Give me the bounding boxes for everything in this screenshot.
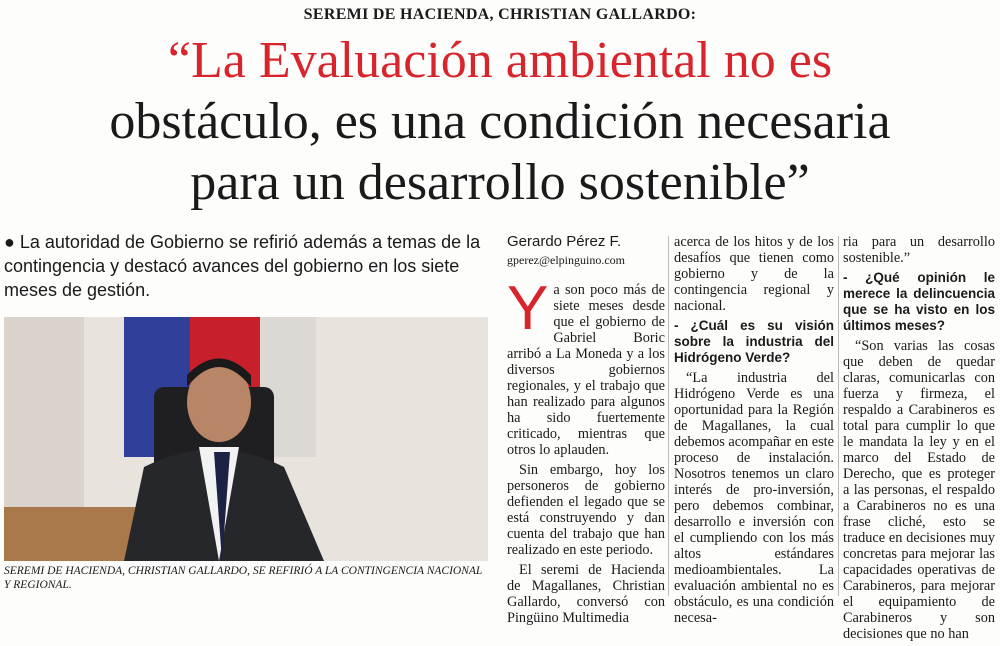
headline-line-3: para un desarrollo sostenible”: [190, 154, 810, 211]
paragraph-1: Ya son poco más de siete meses desde que el gobierno de Gabriel Boric arribó a La Moneda y a los diversos gobiernos regionales, y el trabajo que han realizado para algunos ha sido fuertemente criticado, mientras que otros lo aplauden.: [507, 274, 665, 458]
byline-author: Gerardo Pérez F.: [507, 233, 622, 250]
column-rule: [668, 236, 669, 596]
paragraph-5: “La industria del Hidrógeno Verde es una oportunidad para la Región de Magallanes, la cual debemos acompañar en este proceso de instalación. Nosotros tenemos un claro interés de pro-inversión, pero debemos combinar, desarrollo e inversión con el cumpliendo con los más altos estándares medioambientales. La evaluación ambiental no es obstáculo, es una condición necesa-: [674, 370, 834, 626]
drop-cap: Y: [507, 274, 549, 343]
photo: [4, 317, 488, 561]
photo-caption: SEREMI DE HACIENDA, CHRISTIAN GALLARDO, SE REFIRIÓ A LA CONTINGENCIA NACIONAL Y REGIONAL.: [4, 565, 483, 591]
headline-line-1: “La Evaluación ambiental no es: [167, 32, 833, 89]
column-rule: [838, 236, 839, 596]
kicker: SEREMI DE HACIENDA, CHRISTIAN GALLARDO:: [303, 6, 697, 23]
article-column-3: [843, 234, 995, 646]
paragraph-4: acerca de los hitos y de los desafíos que tienen como gobierno y de la contingencia regional y nacional.: [674, 234, 834, 314]
paragraph-2: Sin embargo, hoy los personeros de gobierno defienden el legado que se está construyendo y dan cuenta del trabajo que han realizado en este periodo.: [507, 462, 665, 558]
byline-email: gperez@elpinguino.com: [507, 253, 626, 267]
paragraph-7: “Son varias las cosas que deben de quedar claras, comunicarlas con fuerza y firmeza, el respaldo a Carabineros es total para cumplir lo que le mandata la ley y en el marco del Estado de Derecho, que es proteger a las personas, el respaldo a Carabineros no es una frase cliché, esto se traduce en decisiones muy concretas para mejorar las capacidades operativas de Carabineros, para mejorar el equipamiento de Carabineros y son decisiones que no han: [843, 338, 995, 642]
paragraph-3: El seremi de Hacienda de Magallanes, Christian Gallardo, conversó con Pingüino Multimedia: [507, 562, 665, 626]
deck: [4, 230, 492, 302]
article-column-2: [674, 234, 834, 630]
article-column-1: [507, 234, 665, 630]
deck-text: La autoridad de Gobierno se refirió además a temas de la contingencia y destacó avances del gobierno en los siete meses de gestión.: [4, 232, 481, 300]
bullet-icon: ●: [4, 232, 15, 252]
question-1: - ¿Cuál es su visión sobre la industria del Hidrógeno Verde?: [674, 318, 834, 365]
portrait-image: [4, 317, 488, 561]
paragraph-6: ria para un desarrollo sostenible.”: [843, 234, 995, 266]
question-2: - ¿Qué opinión le merece la delincuencia que se ha visto en los últimos meses?: [843, 270, 995, 333]
headline: [0, 30, 1000, 213]
headline-line-2: obstáculo, es una condición necesaria: [109, 93, 891, 150]
